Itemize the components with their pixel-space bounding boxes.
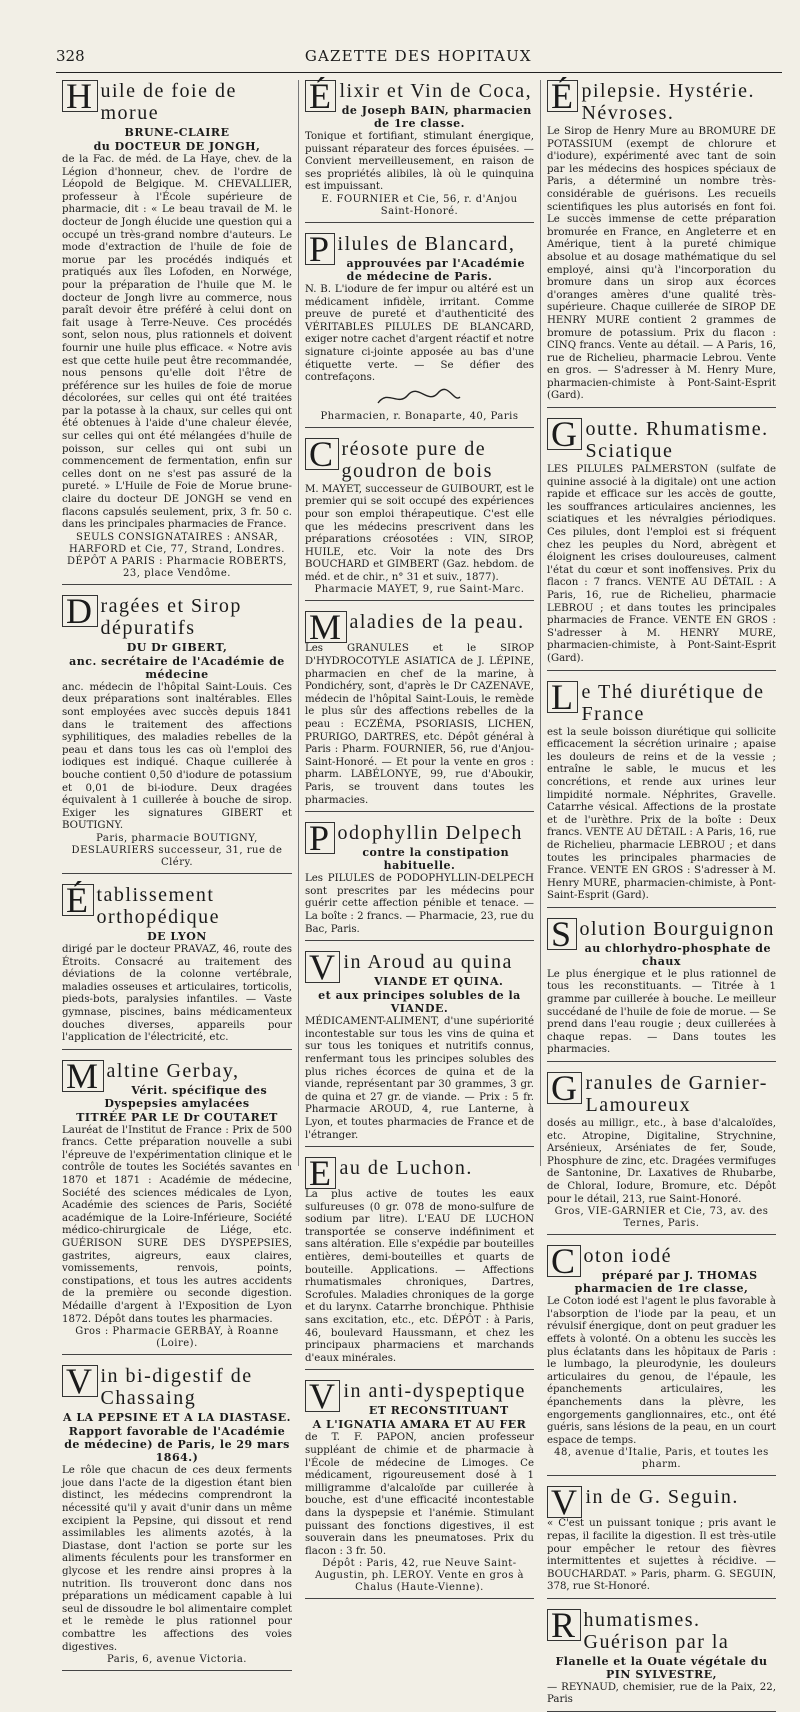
ad-drop-cap: C xyxy=(547,1245,581,1277)
advertisement xyxy=(546,76,776,408)
ad-title-text: e Thé diurétique de France xyxy=(581,680,765,725)
ad-drop-cap: S xyxy=(547,918,577,950)
ad-subtitle: Rapport favorable de l'Académie de médecine) de Paris, le 29 mars 1864.) xyxy=(64,1425,290,1465)
advertisement xyxy=(546,1482,776,1599)
ad-footer: E. FOURNIER et Cie, 56, r. d'Anjou Saint-Honoré. xyxy=(321,193,518,217)
ad-title-text: oton iodé xyxy=(583,1245,672,1268)
advertisement xyxy=(546,913,776,1062)
ad-drop-cap: M xyxy=(62,1060,104,1092)
ad-subtitle: DU Dr GIBERT, xyxy=(126,640,228,654)
column-1 xyxy=(56,76,298,1666)
divider xyxy=(547,1234,776,1235)
ad-subtitle: de Joseph BAIN, pharmacien de 1re classe. xyxy=(341,104,532,130)
divider xyxy=(305,811,534,812)
advertisement xyxy=(546,676,776,908)
divider xyxy=(305,940,534,941)
ad-title xyxy=(547,414,776,463)
ad-drop-cap: P xyxy=(305,233,335,265)
ad-drop-cap: V xyxy=(547,1486,583,1518)
ad-footer: Paris, pharmacie BOUTIGNY, DESLAURIERS successeur, 31, rue de Cléry. xyxy=(71,832,283,868)
ad-subtitle: contre la constipation habituelle. xyxy=(362,846,510,873)
advertisement xyxy=(304,1153,534,1370)
ad-title xyxy=(305,433,534,482)
advertisement xyxy=(62,1055,292,1356)
ad-title xyxy=(305,228,534,269)
ad-title-text: in de G. Seguin. xyxy=(585,1486,739,1509)
running-title: GAZETTE DES HOPITAUX xyxy=(304,47,532,65)
ad-drop-cap: É xyxy=(62,884,94,916)
ad-body: LES PILULES PALMERSTON (sulfate de quinine associé à la digitale) ont une action rapide et efficace sur les accès de goutte, les souffrances articulaires anciennes, les sciatiques et les névralgies périodiques. Ces pilules, dont l'emploi est si fréquent chez les peuples du Nord, abrègent et éloignent les crises douloureuses, calment l'état du cœur et sont inoffensives. Prix du flacon : 7 francs. VENTE AU DÉTAIL : A Paris, 16, rue de Richelieu, pharmacie LEBROU ; et dans toutes les principales pharmacies de France. VENTE EN GROS : S'adresser à M. HENRY MURE, pharmacien-chimiste, à Pont-Saint-Esprit (Gard). xyxy=(546,464,776,664)
page-header xyxy=(56,44,782,68)
ad-title-text: odophyllin Delpech xyxy=(337,822,523,845)
ad-title-text: ragées et Sirop dépuratifs xyxy=(100,594,242,639)
ad-title-text: tablissement orthopédique xyxy=(96,883,221,928)
ad-footer: Dépôt : Paris, 42, rue Neuve Saint-Augustin, ph. LEROY. Vente en gros à Chalus (Haute-Vienne). xyxy=(314,1558,524,1594)
advertisement xyxy=(62,590,292,874)
divider xyxy=(62,1670,292,1671)
ad-body: Tonique et fortifiant, stimulant énergique, puissant réparateur des forces épuisées. — Convient merveilleusement, en raison de ses propriétés alibiles, là où le quinquina est impuissant. xyxy=(304,131,534,193)
advertisement xyxy=(546,1068,776,1235)
ad-subtitle: préparé par J. THOMAS pharmacien de 1re classe, xyxy=(574,1269,758,1296)
ad-title xyxy=(547,1604,776,1653)
ad-subtitle: au chlorhydro-phosphate de chaux xyxy=(584,941,771,968)
ad-body: de la Fac. de méd. de La Haye, chev. de la Légion d'honneur, chev. de l'ordre de Léopold de Belgique. M. CHEVALLIER, professeur à l'École supérieure de pharmacie, dit : « Le beau travail de M. le docteur de Jongh élucide une question qui a occupé un très-grand nombre d'auteurs. Le mode d'extraction de l'huile de foie de morue par les procédés indiqués et pratiqués aux îles Lofoden, en Norwége, pour la préparation de l'huile que M. le docteur de Jongh livre au commerce, nous paraît devoir être préféré à celui dont on fait usage à Terre-Neuve. Ces procédés sont, selon nous, plus rationnels et doivent fournir une huile plus efficace. « Notre avis est que cette huile peut être recommandée, nous pensons qu'elle doit l'être de préférence sur les huiles de foie de morue décolorées, sur celles qui ont été traitées par la potasse à la chaux, sur celles qui ont été obtenues à l'aide d'une chaleur élevée, sur celles qui ont été mélangées d'huile de poisson, sur celles qui ont subi un commencement de fermentation, enfin sur celles dont on ne s'est pas assuré de la pureté. » L'Huile de Foie de Morue brune-claire du docteur DE JONGH se vend en flacons capsulés seulement, prix, 3 fr. 50 c. dans les principales pharmacies de France. xyxy=(62,154,292,531)
ad-title-text: humatismes. Guérison par la xyxy=(583,1608,730,1653)
ad-drop-cap: P xyxy=(305,822,335,854)
ad-title xyxy=(547,676,776,725)
ad-title xyxy=(547,1241,776,1282)
ad-title-text: in bi-digestif de Chassaing xyxy=(100,1365,253,1410)
ad-title-text: réosote pure de goudron de bois xyxy=(341,437,493,482)
divider xyxy=(547,907,776,908)
ad-body: dosés au milligr., etc., à base d'alcaloïdes, etc. Atropine, Digitaline, Strychnine, Arsénieux, Arséniates de fer, Soude, Phosphure de zinc, etc. Dragées vermifuges de Santonine, Dr. Laxatives de Rhubarbe, de Chloral, Iodure, Bromure, etc. Dépôt pour le détail, 213, rue Saint-Honoré. xyxy=(546,1118,776,1205)
divider xyxy=(547,1061,776,1062)
ad-subtitle: Vérit. spécifique des Dyspepsies amylacées xyxy=(104,1083,268,1110)
ad-title xyxy=(305,1153,534,1194)
ad-title xyxy=(62,1055,292,1096)
divider xyxy=(305,600,534,601)
divider xyxy=(547,1475,776,1476)
advertisement xyxy=(304,228,534,428)
ad-body: dirigé par le docteur PRAVAZ, 46, route des Étroits. Consacré au traitement des déviations de la colonne vertébrale, maladies osseuses et articulaires, torticolis, pieds-bots, paralysies infantiles. — Vaste gymnase, piscines, bains médicamenteux douches diverses, appareils pour l'application de l'électricité, etc. xyxy=(62,943,292,1044)
ad-title xyxy=(305,818,534,859)
ad-title xyxy=(62,590,292,639)
ad-body: N. B. L'iodure de fer impur ou altéré est un médicament infidèle, irritant. Comme preuve de pureté et d'authenticité des VÉRITABLES PILULES DE BLANCARD, exiger notre cachet d'argent réactif et notre signature ci-jointe apposée au bas d'une étiquette verte. — Se défier des contrefaçons. xyxy=(304,283,534,384)
ad-footer: Paris, 6, avenue Victoria. xyxy=(107,1654,247,1666)
advertisement xyxy=(304,607,534,812)
advertisement xyxy=(546,414,776,671)
ad-drop-cap: C xyxy=(305,438,339,470)
ad-body: Les PILULES de PODOPHYLLIN-DELPECH sont prescrites par les médecins pour guérir cette affection pénible et tenace. — La boîte : 2 francs. — Pharmacie, 23, rue du Bac, Paris. xyxy=(304,873,534,935)
divider xyxy=(62,873,292,874)
ad-title xyxy=(62,76,292,124)
ad-subtitle: Flanelle et la Ouate végétale du PIN SYLVESTRE, xyxy=(555,1654,768,1681)
ad-body: La plus active de toutes les eaux sulfureuses (0 gr. 078 de mono-sulfure de sodium par litre). L'EAU DE LUCHON transportée se conserve indéfiniment et sans altération. Elle s'expédie par bouteilles entières, demi-bouteilles et quarts de bouteille. Applications. — Affections rhumatismales chroniques, Dartres, Scrofules. Maladies chroniques de la gorge et du larynx. Catarrhe bronchique. Phthisie sans excitation, etc., etc. DÉPÔT : à Paris, 46, boulevard Haussmann, et chez les principaux pharmaciens et marchands d'eaux minérales. xyxy=(304,1189,534,1364)
advertisement xyxy=(304,1376,534,1599)
advertisement xyxy=(304,433,534,602)
ad-title-text: olution Bourguignon xyxy=(579,917,775,940)
ad-title-text: ilules de Blancard, xyxy=(337,232,516,255)
ad-title-text: pilepsie. Hystérie. Névroses. xyxy=(581,80,755,124)
advertisement xyxy=(304,76,534,223)
header-rule xyxy=(56,72,782,73)
divider xyxy=(305,427,534,428)
ad-subtitle: et aux principes solubles de la VIANDE. xyxy=(318,989,521,1016)
ad-drop-cap: L xyxy=(547,681,579,713)
ad-body: de T. F. PAPON, ancien professeur suppléant de chimie et de pharmacie à l'École de médecine de Limoges. Ce médicament, rigoureusement dosé à 1 milligramme d'alcaloïde par cuillerée à bouche, est d'une efficacité incontestable dans la dyspepsie et l'anémie. Stimulant puissant des fonctions digestives, il est souverain dans les pneumatoses. Prix du flacon : 3 fr. 50. xyxy=(304,1432,534,1557)
ad-body: Le Coton iodé est l'agent le plus favorable à l'absorption de l'iode par la peau, et un révulsif énergique, dont on peut graduer les effets à volonté. On a obtenu les succès les plus éclatants dans les hôpitaux de Paris : le lumbago, la pleurodynie, les douleurs articulaires du genou, de l'épaule, les épanchements articulaires, les épanchements dans la plèvre, les engorgements ganglionnaires, etc., ont été guéris, sans lésions de la peau, en un court espace de temps. xyxy=(546,1296,776,1446)
ad-footer: Gros, VIE-GARNIER et Cie, 73, av. des Ternes, Paris. xyxy=(554,1206,769,1230)
ad-title xyxy=(62,1361,292,1410)
divider xyxy=(305,222,534,223)
ad-title-text: au de Luchon. xyxy=(339,1157,473,1180)
ad-footer: 48, avenue d'Italie, Paris, et toutes les pharm. xyxy=(554,1447,769,1471)
ad-title xyxy=(305,607,534,648)
ad-body: MÉDICAMENT-ALIMENT, d'une supériorité incontestable sur tous les vins de quina et sur tous les toniques et nutritifs connus, renfermant tous les principes solubles des plus riches écorces de quina et de la viande, représentant par 30 grammes, 3 gr. de quina et 27 gr. de viande. — Prix : 5 fr. Pharmacie AROUD, 4, rue Lanterne, à Lyon, et toutes pharmacies de France et de l'étranger. xyxy=(304,1016,534,1141)
ad-title xyxy=(547,76,776,124)
ad-title-text: lixir et Vin de Coca, xyxy=(339,80,533,102)
divider xyxy=(547,407,776,408)
advertisement xyxy=(304,947,534,1147)
ad-title xyxy=(547,913,776,954)
ad-body: anc. médecin de l'hôpital Saint-Louis. Ces deux préparations sont inaltérables. Elles sont employées avec succès depuis 1841 dans le traitement des affections syphilitiques, des maladies rebelles de la peau et dans tous les cas où l'emploi des iodiques est indiqué. Chaque cuillerée à bouche contient 0,50 d'iodure de potassium et 0,01 de bi-iodure. Deux dragées équivalent à 1 cuillerée à bouche de sirop. Exiger les signatures GIBERT et BOUTIGNY. xyxy=(62,681,292,832)
advertisement xyxy=(62,76,292,585)
ad-drop-cap: R xyxy=(547,1609,581,1641)
advertisement xyxy=(546,1241,776,1476)
ad-drop-cap: M xyxy=(305,611,347,643)
divider xyxy=(62,584,292,585)
divider xyxy=(547,670,776,671)
ad-subtitle: approuvées par l'Académie de médecine de Paris. xyxy=(346,256,525,283)
advertisement xyxy=(62,1361,292,1671)
ad-footer: Pharmacie MAYET, 9, rue Saint-Marc. xyxy=(314,584,525,596)
ad-body: — REYNAUD, chemisier, rue de la Paix, 22, Paris xyxy=(546,1681,776,1706)
divider xyxy=(62,1354,292,1355)
ad-subtitle: ET RECONSTITUANT xyxy=(368,1404,509,1418)
ad-body: M. MAYET, successeur de GUIBOURT, est le premier qui se soit occupé des expériences pour son emploi thérapeutique. C'est elle que les médecins prescrivent dans les préparations créosotées : VIN, SIROP, HUILE, etc. Voir la note des Drs BOUCHARD et GIMBERT (Gaz. hebdom. de méd. et de chir., n° 31 et suiv., 1877). xyxy=(304,483,534,583)
ad-drop-cap: É xyxy=(547,80,579,112)
ad-drop-cap: V xyxy=(305,1380,341,1412)
advertisement xyxy=(546,1604,776,1712)
ad-title-text: ranules de Garnier-Lamoureux xyxy=(585,1072,768,1117)
ad-subtitle: anc. secrétaire de l'Académie de médecine xyxy=(69,654,285,681)
ad-drop-cap: V xyxy=(62,1365,98,1397)
ad-footer: Gros : Pharmacie GERBAY, à Roanne (Loire). xyxy=(75,1326,279,1350)
ad-body: Les GRANULES et le SIROP D'HYDROCOTYLE ASIATICA de J. LÉPINE, pharmacien en chef de la marine, à Pondichéry, sont, d'après le Dr CAZENAVE, médecin de l'hôpital Saint-Louis, le remède le plus sûr des affections rebelles de la peau : ECZÉMA, PSORIASIS, LICHEN, PRURIGO, DARTRES, etc. Dépôt général à Paris : Pharm. FOURNIER, 56, rue d'Anjou-Saint-Honoré. — Et pour la vente en gros : pharm. LABÉLONYE, 99, rue d'Aboukir, Paris, se trouvent dans toutes les pharmacies. xyxy=(304,643,534,806)
ad-subtitle: VIANDE ET QUINA. xyxy=(374,975,504,989)
ad-footer: Pharmacien, r. Bonaparte, 40, Paris xyxy=(320,410,519,422)
ad-body: Le rôle que chacun de ces deux ferments joue dans l'acte de la digestion étant bien distinct, les médecins comprendront la nécessité qu'il y avait d'unir dans un même excipient la Pepsine, qui dissout et rend assimilables les aliments azotés, à la Diastase, dont l'action se porte sur les aliments féculents pour les transformer en glycose et les rendre ainsi propres à la nutrition. Ils trouveront donc dans nos préparations un médicament capable à lui seul de dissoudre le bol alimentaire complet et le remède le plus rationnel pour combattre les affections des voies digestives. xyxy=(62,1465,292,1653)
column-3 xyxy=(540,76,782,1706)
ad-body: Lauréat de l'Institut de France : Prix de 500 francs. Cette préparation nouvelle a subi l'épreuve de l'expérimentation clinique et le contrôle de toutes les Sociétés savantes en 1870 et 1871 : Académie de médecine, Société des sciences médicales de Lyon, Académie des sciences de Paris, Société académique de la Loire-Inférieure, Société médico-chirurgicale de Liége, etc. GUÉRISON SURE DES DYSPEPSIES, gastrites, aigreurs, eaux claires, vomissements, renvois, points, constipations, et tous les autres accidents de la première ou seconde digestion. Médaille d'argent à l'Exposition de Lyon 1872. Dépôt dans toutes les pharmacies. xyxy=(62,1124,292,1325)
ad-subtitle: TITRÉE PAR LE Dr COUTARET xyxy=(76,1110,278,1124)
page-number: 328 xyxy=(56,47,85,65)
ad-title-text: uile de foie de morue xyxy=(100,80,237,124)
ad-body: « C'est un puissant tonique ; pris avant le repas, il facilite la digestion. Il est très-utile pour empêcher le retour des fièvres intermittentes et sujettes à récidive. — BOUCHARDAT. » Paris, pharm. G. SEGUIN, 378, rue St-Honoré. xyxy=(546,1518,776,1593)
ad-drop-cap: D xyxy=(62,595,98,627)
ad-drop-cap: G xyxy=(547,1072,583,1104)
ad-body: Le plus énergique et le plus rationnel de tous les reconstituants. — Titrée à 1 gramme par cuillerée à bouche. Le meilleur succédané de l'huile de foie de morue. — Se prend dans l'eau rougie ; deux cuillerées à chaque repas. — Dans toutes les pharmacies. xyxy=(546,968,776,1056)
ad-title-text: aladies de la peau. xyxy=(349,611,525,634)
column-2 xyxy=(298,76,540,1594)
ad-drop-cap: G xyxy=(547,418,583,450)
divider xyxy=(305,1146,534,1147)
ad-title-text: in Aroud au quina xyxy=(343,951,513,974)
ad-title xyxy=(305,76,534,116)
ad-body: est la seule boisson diurétique qui sollicite efficacement la sécrétion urinaire ; apaise les douleurs de reins et de la vessie ; entraîne le sable, le mucus et les concrétions, et rende aux urines leur limpidité normale. Néphrites, Gravelle. Catarrhe vésical. Affections de la prostate et de l'urèthre. Prix de la boîte : Deux francs. VENTE AU DÉTAIL : A Paris, 16, rue de Richelieu, pharmacie LEBROU ; et dans toutes les principales pharmacies de France. VENTE EN GROS : S'adresser à M. Henry MURE, pharmacien-chimiste, à Pont-Saint-Esprit (Gard). xyxy=(546,726,776,902)
advertisement xyxy=(62,879,292,1050)
divider xyxy=(305,1369,534,1370)
ad-title xyxy=(547,1068,776,1117)
ad-title-text: outte. Rhumatisme. Sciatique xyxy=(585,418,769,463)
ad-title xyxy=(62,879,292,928)
ad-title-text: in anti-dyspeptique xyxy=(343,1380,526,1403)
ad-subtitle: BRUNE-CLAIRE xyxy=(124,126,230,139)
advertisement xyxy=(304,818,534,941)
ad-subtitle: A LA PEPSINE ET A LA DIASTASE. xyxy=(62,1411,292,1425)
divider xyxy=(305,1598,534,1599)
divider xyxy=(62,1049,292,1050)
ad-drop-cap: É xyxy=(305,80,337,112)
ad-footer: SEULS CONSIGNATAIRES : ANSAR, HARFORD et Cie, 77, Strand, Londres. DÉPÔT A PARIS : Pharmacie ROBERTS, 23, place Vendôme. xyxy=(67,531,287,579)
ad-drop-cap: H xyxy=(62,80,98,112)
ad-title xyxy=(547,1482,776,1523)
ad-title-text: altine Gerbay, xyxy=(106,1059,240,1082)
signature-scribble xyxy=(374,387,464,409)
ad-body: Le Sirop de Henry Mure au BROMURE DE POTASSIUM (exempt de chlorure et d'iodure), expérimenté avec tant de soin par les médecins des hospices spéciaux de Paris, a déterminé un nombre très-considérable de guérisons. Les recueils scientifiques les plus autorisés en font foi. Le succès immense de cette préparation bromurée en France, en Angleterre et en Amérique, tient à la pureté chimique absolue et au dosage mathématique du sel employé, ainsi qu'à l'incorporation du bromure dans un sirop aux écorces d'oranges amères d'une qualité très-supérieure. Chaque cuillerée de SIROP DE HENRY MURE contient 2 grammes de bromure de potassium. Prix du flacon : CINQ francs. Vente au détail. — A Paris, 16, rue de Richelieu, pharmacie Lebrou. Vente en gros. — S'adresser à M. Henry Mure, pharmacien-chimiste à Pont-Saint-Esprit (Gard). xyxy=(546,126,776,402)
ad-drop-cap: V xyxy=(305,951,341,983)
divider xyxy=(547,1598,776,1599)
ad-subtitle: A L'IGNATIA AMARA ET AU FER xyxy=(312,1418,527,1432)
ad-subtitle: du DOCTEUR DE JONGH, xyxy=(93,140,261,153)
columns xyxy=(56,76,782,1706)
ad-subtitle: DE LYON xyxy=(147,929,207,943)
ad-drop-cap: E xyxy=(305,1157,337,1189)
